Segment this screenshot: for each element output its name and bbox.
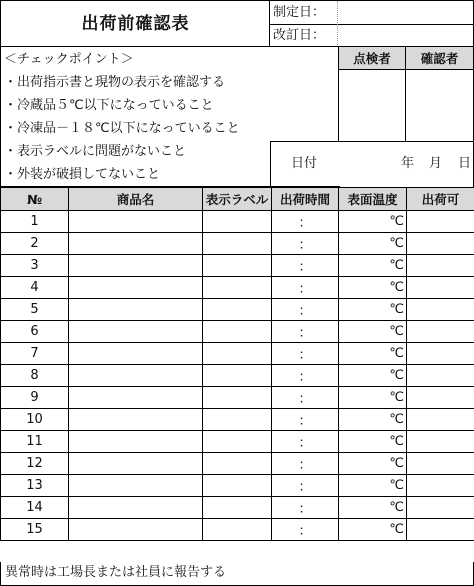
ship-time-cell[interactable]: ：: [272, 387, 339, 409]
row-number: 7: [1, 343, 69, 365]
row-number: 3: [1, 255, 69, 277]
table-row: [1, 277, 474, 299]
row-number: 12: [1, 453, 69, 475]
row-number: 13: [1, 475, 69, 497]
col-header-time: 出荷時間: [272, 188, 339, 211]
product-name-cell[interactable]: [69, 299, 203, 321]
product-name-cell[interactable]: [69, 233, 203, 255]
table-row: [1, 431, 474, 453]
table-row: [1, 343, 474, 365]
surface-temp-cell[interactable]: [339, 233, 407, 255]
table-row: [1, 453, 474, 475]
ship-ok-cell[interactable]: [407, 255, 474, 277]
temp-unit: ℃: [389, 236, 404, 251]
surface-temp-cell[interactable]: [339, 211, 407, 233]
product-name-cell[interactable]: [69, 519, 203, 541]
surface-temp-cell[interactable]: [339, 497, 407, 519]
surface-temp-cell[interactable]: [339, 519, 407, 541]
label-check-cell[interactable]: [203, 387, 272, 409]
surface-temp-cell[interactable]: [339, 453, 407, 475]
fields-block: [269, 0, 474, 46]
product-name-cell[interactable]: [69, 497, 203, 519]
product-name-cell[interactable]: [69, 409, 203, 431]
row-number: 2: [1, 233, 69, 255]
ship-time-cell[interactable]: ：: [272, 321, 339, 343]
temp-unit: ℃: [389, 434, 404, 449]
temp-unit: ℃: [389, 522, 404, 537]
product-name-cell[interactable]: [69, 277, 203, 299]
ship-ok-cell[interactable]: [407, 321, 474, 343]
ship-time-cell[interactable]: ：: [272, 233, 339, 255]
label-check-cell[interactable]: [203, 519, 272, 541]
surface-temp-cell[interactable]: [339, 277, 407, 299]
date-block[interactable]: [270, 141, 474, 187]
label-check-cell[interactable]: [203, 431, 272, 453]
table-row: [1, 233, 474, 255]
temp-unit: ℃: [389, 302, 404, 317]
temp-unit: ℃: [389, 368, 404, 383]
surface-temp-cell[interactable]: [339, 475, 407, 497]
ship-ok-cell[interactable]: [407, 343, 474, 365]
inspector-header: 点検者: [339, 47, 406, 70]
checkpoint-item-4: ・表示ラベルに問題がないこと: [4, 144, 187, 159]
ship-time-cell[interactable]: ：: [272, 519, 339, 541]
ship-time-cell[interactable]: ：: [272, 453, 339, 475]
table-row: [1, 387, 474, 409]
label-check-cell[interactable]: [203, 211, 272, 233]
checkpoint-item-3: ・冷凍品－１８℃以下になっていること: [4, 121, 240, 136]
ship-ok-cell[interactable]: [407, 475, 474, 497]
approval-block: [338, 46, 474, 142]
fields-vline: [337, 1, 338, 47]
date-month: 月: [429, 156, 443, 171]
checkpoint-item-1: ・出荷指示書と現物の表示を確認する: [4, 75, 226, 90]
label-check-cell[interactable]: [203, 409, 272, 431]
table-row: [1, 211, 474, 233]
label-check-cell[interactable]: [203, 475, 272, 497]
temp-unit: ℃: [389, 324, 404, 339]
ship-ok-cell[interactable]: [407, 497, 474, 519]
col-header-no: №: [1, 188, 69, 211]
product-name-cell[interactable]: [69, 343, 203, 365]
row-number: 6: [1, 321, 69, 343]
date-label: 日付: [291, 156, 318, 171]
checkpoint-item-2: ・冷蔵品５℃以下になっていること: [4, 98, 214, 113]
date-day: 日: [458, 156, 472, 171]
ship-time-cell[interactable]: ：: [272, 277, 339, 299]
ship-time-cell[interactable]: ：: [272, 299, 339, 321]
ship-ok-cell[interactable]: [407, 453, 474, 475]
product-name-cell[interactable]: [69, 387, 203, 409]
inspector-stamp-box[interactable]: [339, 70, 406, 141]
table-header-row: [1, 188, 474, 211]
temp-unit: ℃: [389, 280, 404, 295]
temp-unit: ℃: [389, 500, 404, 515]
ship-ok-cell[interactable]: [407, 519, 474, 541]
footer-note: 異常時は工場長または社員に報告する: [0, 562, 474, 586]
table-row: [1, 475, 474, 497]
label-check-cell[interactable]: [203, 453, 272, 475]
label-check-cell[interactable]: [203, 321, 272, 343]
ship-time-cell[interactable]: ：: [272, 255, 339, 277]
temp-unit: ℃: [389, 412, 404, 427]
label-check-cell[interactable]: [203, 299, 272, 321]
row-number: 10: [1, 409, 69, 431]
table-row: [1, 299, 474, 321]
ship-time-cell[interactable]: ：: [272, 497, 339, 519]
row-number: 1: [1, 211, 69, 233]
ship-ok-cell[interactable]: [407, 409, 474, 431]
temp-unit: ℃: [389, 346, 404, 361]
row-number: 9: [1, 387, 69, 409]
ship-time-cell[interactable]: ：: [272, 211, 339, 233]
col-header-ok: 出荷可: [407, 188, 474, 211]
row-number: 11: [1, 431, 69, 453]
table-row: [1, 321, 474, 343]
ship-time-cell[interactable]: ：: [272, 343, 339, 365]
ship-time-cell[interactable]: ：: [272, 431, 339, 453]
col-header-label: 表示ラベル: [203, 188, 272, 211]
product-name-cell[interactable]: [69, 321, 203, 343]
date-year: 年: [401, 156, 415, 171]
revised-date-label: 改訂日：: [273, 28, 326, 43]
ship-ok-cell[interactable]: [407, 299, 474, 321]
table-row: [1, 519, 474, 541]
temp-unit: ℃: [389, 478, 404, 493]
product-name-cell[interactable]: [69, 475, 203, 497]
row-number: 14: [1, 497, 69, 519]
label-check-cell[interactable]: [203, 497, 272, 519]
temp-unit: ℃: [389, 456, 404, 471]
ship-ok-cell[interactable]: [407, 431, 474, 453]
product-name-cell[interactable]: [69, 255, 203, 277]
fields-divider: [270, 24, 474, 25]
checkpoint-item-5: ・外装が破損してないこと: [4, 167, 161, 182]
created-date-label: 制定日：: [273, 5, 326, 20]
surface-temp-cell[interactable]: [339, 255, 407, 277]
surface-temp-cell[interactable]: [339, 321, 407, 343]
temp-unit: ℃: [389, 258, 404, 273]
ship-time-cell[interactable]: ：: [272, 475, 339, 497]
temp-unit: ℃: [389, 214, 404, 229]
inspection-table: [0, 187, 474, 541]
table-row: [1, 497, 474, 519]
row-number: 4: [1, 277, 69, 299]
page-title: 出荷前確認表: [0, 0, 270, 46]
surface-temp-cell[interactable]: [339, 343, 407, 365]
col-header-product: 商品名: [69, 188, 203, 211]
surface-temp-cell[interactable]: [339, 299, 407, 321]
surface-temp-cell[interactable]: [339, 409, 407, 431]
product-name-cell[interactable]: [69, 211, 203, 233]
ship-ok-cell[interactable]: [407, 277, 474, 299]
ship-ok-cell[interactable]: [407, 233, 474, 255]
ship-time-cell[interactable]: ：: [272, 365, 339, 387]
approver-stamp-box[interactable]: [406, 70, 473, 141]
temp-unit: ℃: [389, 390, 404, 405]
product-name-cell[interactable]: [69, 365, 203, 387]
product-name-cell[interactable]: [69, 431, 203, 453]
label-check-cell[interactable]: [203, 255, 272, 277]
checkpoint-header: ＜チェックポイント＞: [4, 52, 134, 67]
product-name-cell[interactable]: [69, 453, 203, 475]
label-check-cell[interactable]: [203, 343, 272, 365]
label-check-cell[interactable]: [203, 365, 272, 387]
col-header-temp: 表面温度: [339, 188, 407, 211]
surface-temp-cell[interactable]: [339, 431, 407, 453]
table-row: [1, 409, 474, 431]
label-check-cell[interactable]: [203, 277, 272, 299]
label-check-cell[interactable]: [203, 233, 272, 255]
row-number: 8: [1, 365, 69, 387]
approver-header: 確認者: [406, 47, 473, 70]
ship-time-cell[interactable]: ：: [272, 409, 339, 431]
table-row: [1, 255, 474, 277]
row-number: 5: [1, 299, 69, 321]
surface-temp-cell[interactable]: [339, 387, 407, 409]
table-row: [1, 365, 474, 387]
surface-temp-cell[interactable]: [339, 365, 407, 387]
ship-ok-cell[interactable]: [407, 211, 474, 233]
row-number: 15: [1, 519, 69, 541]
ship-ok-cell[interactable]: [407, 387, 474, 409]
ship-ok-cell[interactable]: [407, 365, 474, 387]
